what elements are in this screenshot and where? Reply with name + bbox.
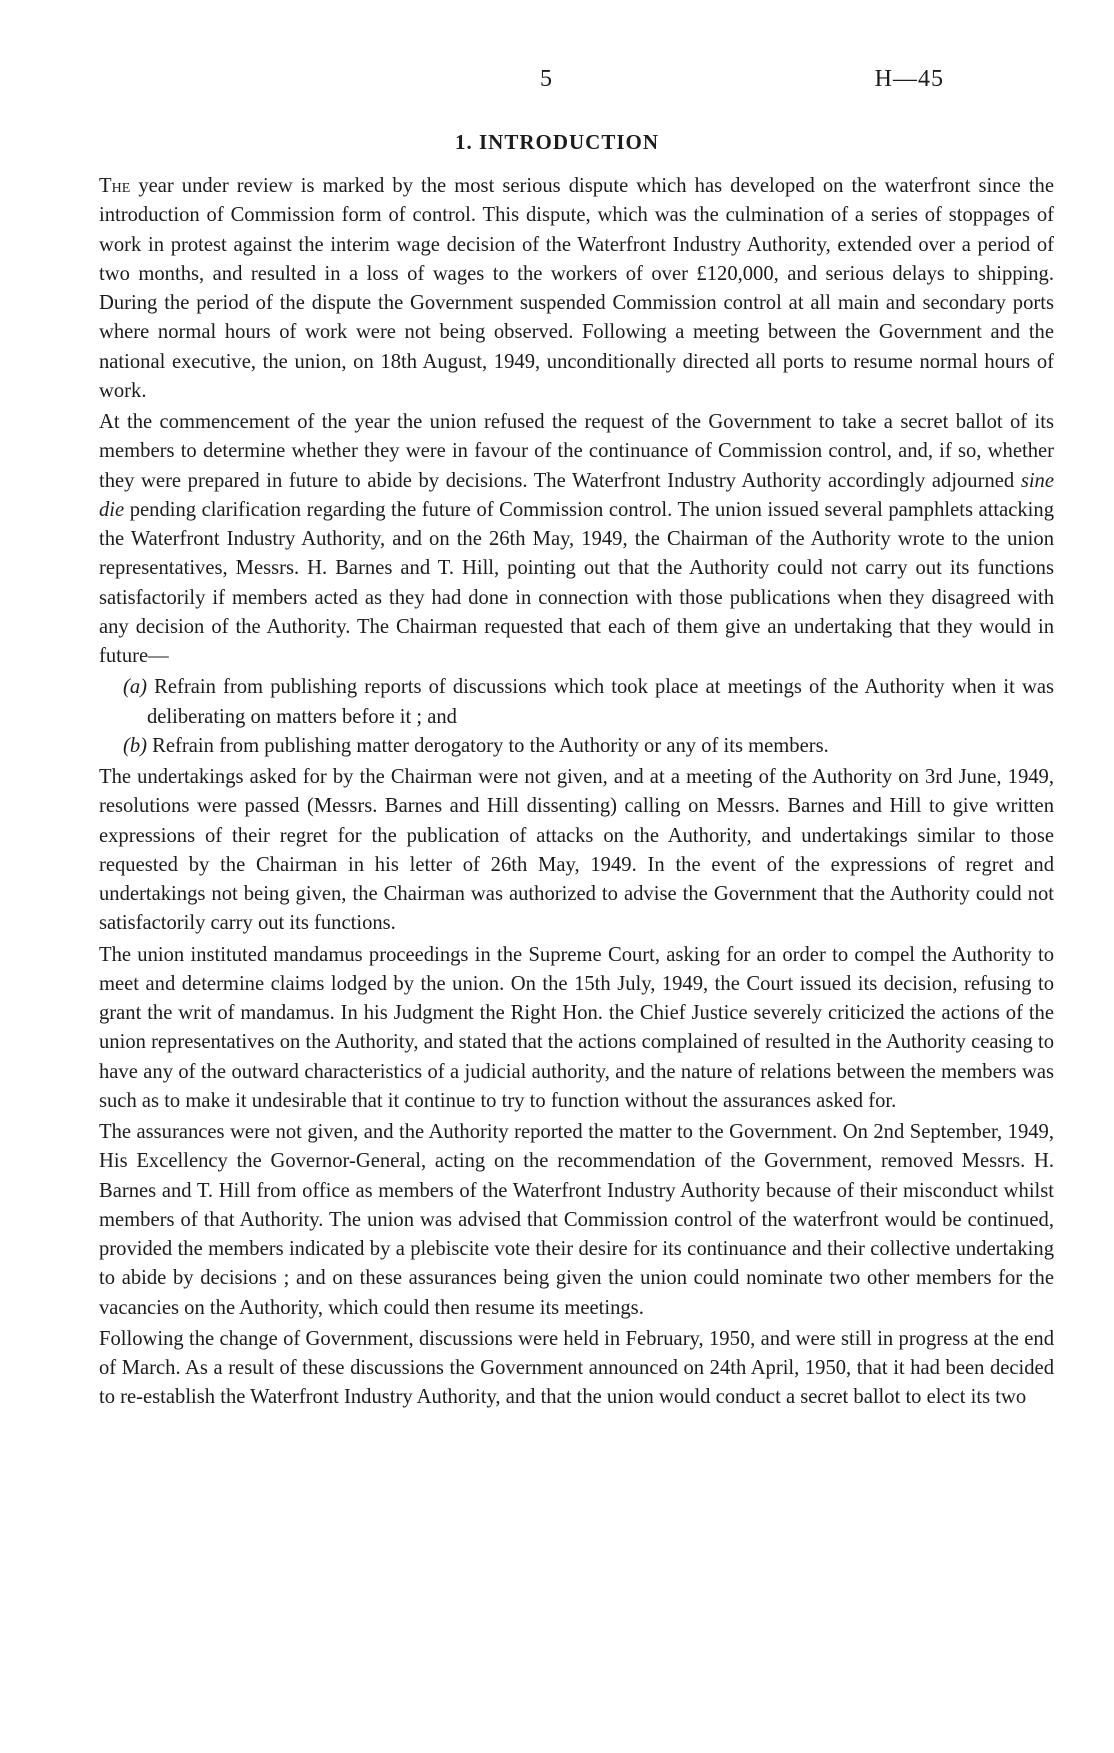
paragraph-2-text-after: pending clarification regarding the future of Commission control. The union issued several pamphlets attacking the Waterfront Industry Authority, and on the 26th May, 1949, the Chairman of the Authority wrote to the union representatives, Messrs. H. Barnes and T. Hill, pointing out that the Authority could not carry out its functions satisfactorily if members acted as they had done in connection with those publications when they disagreed with any decision of the Authority. The Chairman requested that each of them give an undertaking that they would in future—	[99, 498, 1054, 667]
page-number: 5	[540, 66, 553, 92]
paragraph-1-text: year under review is marked by the most serious dispute which has developed on the waterfront since the introduction of Commission form of control. This dispute, which was the culmination of a series of stoppages of work in protest against the interim wage decision of the Waterfront Industry Authority, extended over a period of two months, and resulted in a loss of wages to the workers of over £120,000, and serious delays to shipping. During the period of the dispute the Government suspended Commission control at all main and secondary ports where normal hours of work were not being observed. Following a meeting between the Government and the national executive, the union, on 18th August, 1949, unconditionally directed all ports to resume normal hours of work.	[99, 175, 1054, 402]
document-reference: H—45	[874, 66, 944, 92]
paragraph-5: The assurances were not given, and the Authority reported the matter to the Government. On 2nd September, 1949, His Excellency the Governor-General, acting on the recommendation of the Government, removed Messrs. H. Barnes and T. Hill from office as members of the Waterfront Industry Authority because of their misconduct whilst members of that Authority. The union was advised that Commission control of the waterfront would be continued, provided the members indicated by a plebiscite vote their desire for its continuance and their collective undertaking to abide by decisions ; and on these assurances being given the union could nominate two other members for the vacancies on the Authority, which could then resume its meetings.	[99, 1121, 1054, 1319]
paragraph-1	[99, 172, 1054, 406]
list-item-text: Refrain from publishing matter derogatory to the Authority or any of its members.	[152, 734, 829, 757]
undertakings-list	[99, 673, 1054, 761]
paragraph-2	[99, 408, 1054, 671]
paragraph-3: The undertakings asked for by the Chairman were not given, and at a meeting of the Authority on 3rd June, 1949, resolutions were passed (Messrs. Barnes and Hill dissenting) calling on Messrs. Barnes and Hill to give written expressions of their regret for the publication of attacks on the Authority, and undertakings similar to those requested by the Chairman in his letter of 26th May, 1949. In the event of the expressions of regret and undertakings not being given, the Chairman was authorized to advise the Government that the Authority could not satisfactorily carry out its functions.	[99, 766, 1054, 935]
paragraph-1-lead: The	[99, 175, 131, 197]
body-text	[99, 172, 1054, 1413]
list-item	[99, 732, 1054, 761]
list-marker: (a)	[123, 676, 148, 699]
section-heading: 1. INTRODUCTION	[454, 130, 660, 154]
list-item-text: Refrain from publishing reports of discussions which took place at meetings of the Authority when it was deliberating on matters before it ; and	[147, 676, 1055, 728]
paragraph-2-italic: sine die	[99, 469, 1054, 521]
list-item	[99, 673, 1054, 732]
paragraph-2-text-before: At the commencement of the year the union refused the request of the Government to take a secret ballot of its members to determine whether they were in favour of the continuance of Commission control, and, if so, whether they were prepared in future to abide by decisions. The Waterfront Industry Authority accordingly adjourned	[99, 411, 1054, 492]
paragraph-6: Following the change of Government, discussions were held in February, 1950, and were still in progress at the end of March. As a result of these discussions the Government announced on 24th April, 1950, that it had been decided to re-establish the Waterfront Industry Authority, and that the union would conduct a secret ballot to elect its two	[99, 1327, 1054, 1409]
list-marker: (b)	[123, 734, 148, 757]
paragraph-4: The union instituted mandamus proceedings in the Supreme Court, asking for an order to compel the Authority to meet and determine claims lodged by the union. On the 15th July, 1949, the Court issued its decision, refusing to grant the writ of mandamus. In his Judgment the Right Hon. the Chief Justice severely criticized the actions of the union representatives on the Authority, and stated that the actions complained of resulted in the Authority ceasing to have any of the outward characteristics of a judicial authority, and the nature of relations between the members was such as to make it undesirable that it continue to try to function without the assurances asked for.	[99, 943, 1054, 1112]
